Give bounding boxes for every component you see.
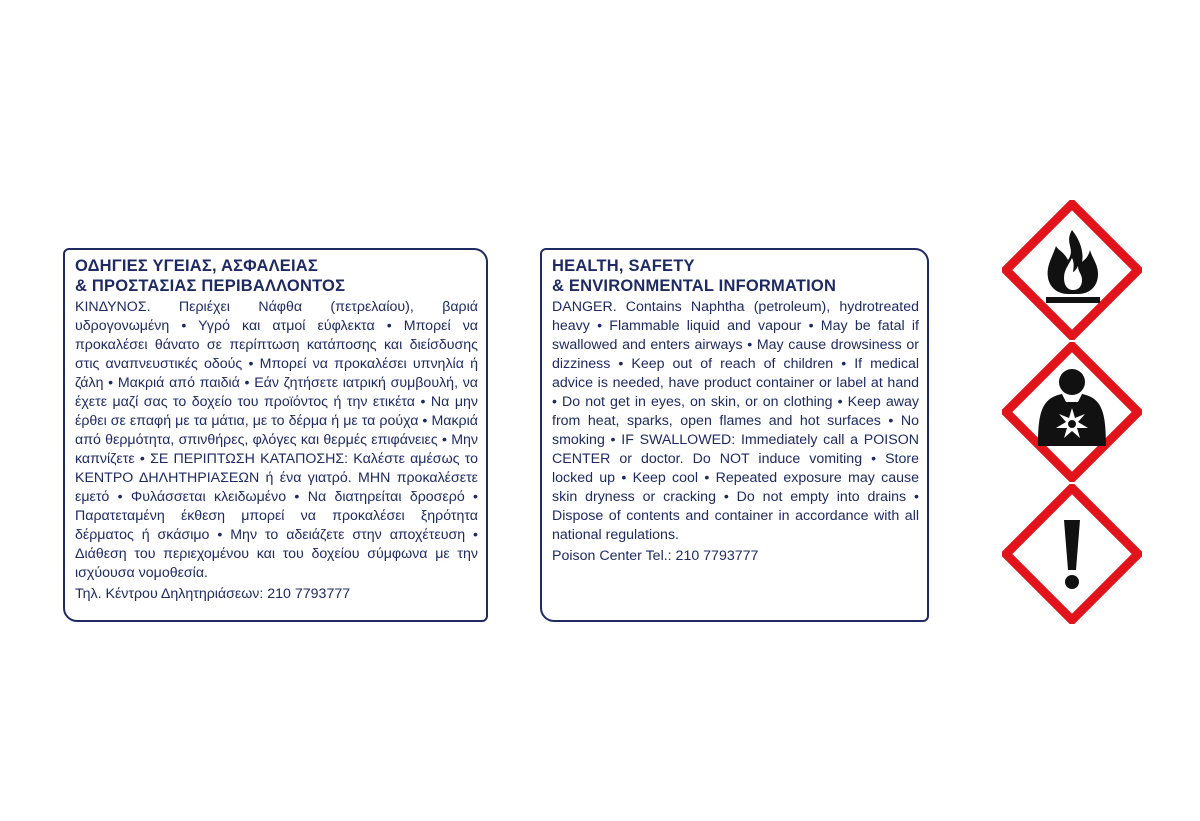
english-panel-body: DANGER. Contains Naphtha (petroleum), hydrotreated heavy • Flammable liquid and vapour • May be fatal if swallowed and enters airways • May cause drowsiness or dizziness • Keep out of reach of children • If medical advice is needed, have product container or label at hand • Do not get in eyes, on skin, or on clothing • Keep away from heat, sparks, open flames and hot surfaces • No smoking • IF SWALLOWED: Immediately call a POISON CENTER or doctor. Do NOT induce vomiting • Store locked up • Keep cool • Repeated exposure may cause skin dryness or cracking • Do not empty into drains • Dispose of contents and container in accordance with all national regulations. — [552, 299, 919, 543]
exclamation-mark-icon — [1002, 484, 1142, 624]
greek-panel-body: ΚΙΝΔΥΝΟΣ. Περιέχει Νάφθα (πετρελαίου), βαριά υδρογονωμένη • Υγρό και ατμοί εύφλεκτα • Μπορεί να προκαλέσει θάνατο σε περίπτωση κατάποσης και διείσδυσης στις αναπνευστικές οδούς • Μπορεί να προκαλέσει υπνηλία ή ζάλη • Μακριά από παιδιά • Εάν ζητήσετε ιατρική συμβουλή, να έχετε μαζί σας το δοχείο του προϊόντος ή την ετικέτα • Να μην έρθει σε επαφή με τα μάτια, με το δέρμα ή με τα ρούχα • Μακριά από θερμότητα, σπινθήρες, φλόγες και θερμές επιφάνειες • Μην καπνίζετε • ΣΕ ΠΕΡΙΠΤΩΣΗ ΚΑΤΑΠΟΣΗΣ: Καλέστε αμέσως το ΚΕΝΤΡΟ ΔΗΛΗΤΗΡΙΑΣΕΩΝ ή ένα γιατρό. ΜΗΝ προκαλέσετε εμετό • Φυλάσσεται κλειδωμένο • Να διατηρείται δροσερό • Παρατεταμένη έκθεση μπορεί να προκαλέσει ξηρότητα δέρματος ή σκάσιμο • Μην το αδειάζετε στην αποχέτευση • Διάθεση του περιεχομένου και του δοχείου σύμφωνα με την ισχύουσα νομοθεσία. — [75, 299, 478, 581]
greek-safety-panel — [63, 248, 488, 622]
english-panel-title: HEALTH, SAFETY & ENVIRONMENTAL INFORMATION — [552, 257, 837, 295]
english-poison-center-phone: Poison Center Tel.: 210 7793777 — [552, 548, 759, 564]
greek-panel-title: ΟΔΗΓΙΕΣ ΥΓΕΙΑΣ, ΑΣΦΑΛΕΙΑΣ & ΠΡΟΣΤΑΣΙΑΣ ΠΕΡΙΒΑΛΛΟΝΤΟΣ — [75, 257, 346, 295]
flame-icon — [1002, 200, 1142, 340]
greek-poison-center-phone: Τηλ. Κέντρου Δηλητηριάσεων: 210 7793777 — [75, 586, 351, 602]
health-hazard-icon — [1002, 342, 1142, 482]
english-safety-panel — [540, 248, 929, 622]
